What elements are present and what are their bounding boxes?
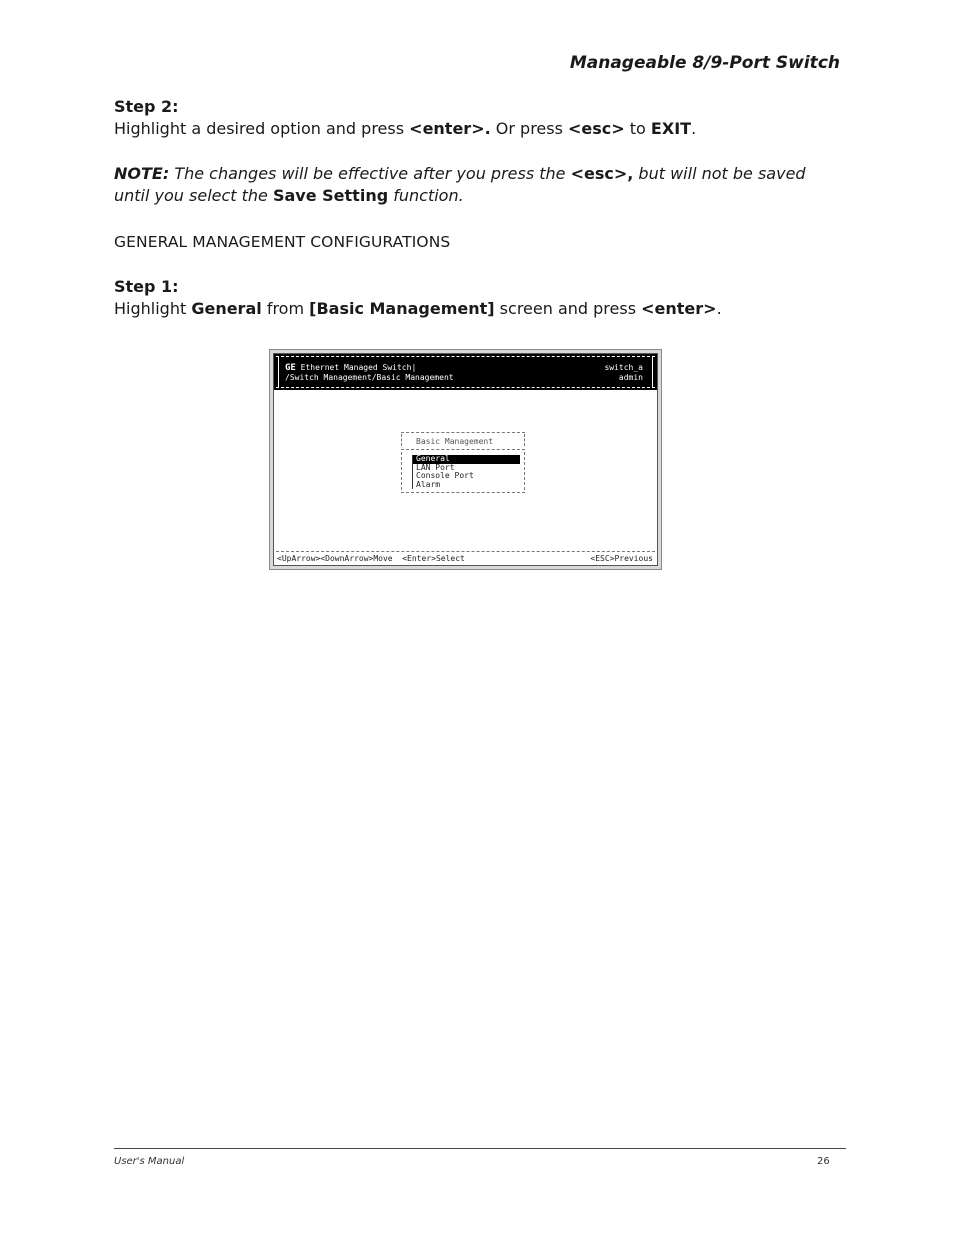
step-1-text-part: Highlight [114, 299, 192, 318]
footer-divider [276, 551, 655, 552]
step-1-text-part: screen and press [494, 299, 642, 318]
menu-item-general[interactable]: General [412, 455, 520, 464]
terminal-footer [274, 551, 657, 565]
section-block [114, 231, 844, 253]
footer-rule [114, 1148, 846, 1149]
basic-management-label: [Basic Management] [309, 299, 495, 318]
header-top-border [276, 356, 655, 357]
note-text-part: but will not be saved until you select the [114, 164, 806, 205]
footer-manual-label: User's Manual [114, 1156, 185, 1167]
terminal-screenshot [269, 349, 662, 570]
terminal-header [274, 354, 657, 390]
note-text-part: The changes will be effective after you press the [169, 164, 571, 183]
menu-border-left [401, 434, 402, 446]
enter-key-label: <enter>. [409, 119, 491, 138]
menu-item-lan-port[interactable]: LAN Port [412, 464, 520, 473]
note-text [114, 163, 844, 207]
key-hints: <UpArrow><DownArrow>Move <Enter>Select [277, 554, 465, 563]
step-2-text-part: . [691, 119, 697, 138]
step-2-heading: Step 2: [114, 97, 179, 116]
terminal-user: admin [618, 373, 643, 382]
terminal-title [285, 363, 416, 373]
step-1-text [114, 298, 844, 320]
menu-border-right [524, 434, 525, 446]
menu-border-right [524, 452, 525, 490]
menu-title-divider [401, 449, 525, 450]
basic-management-menu [401, 430, 525, 492]
menu-item-alarm[interactable]: Alarm [412, 481, 520, 490]
header-left-border [278, 357, 279, 387]
esc-previous-hint: <ESC>Previous [590, 554, 653, 563]
header-right-border [652, 357, 653, 387]
step-2-text-part: Highlight a desired option and press [114, 119, 410, 138]
menu-title: Basic Management [416, 437, 494, 446]
step-1-text-part: . [716, 299, 722, 318]
header-bottom-border [276, 387, 655, 388]
menu-border-top [401, 432, 525, 433]
esc-key-label: <esc> [568, 119, 625, 138]
step-2-text-part: to [624, 119, 651, 138]
menu-item-console-port[interactable]: Console Port [412, 472, 520, 481]
terminal-screen [273, 353, 658, 566]
page-number: 26 [817, 1156, 830, 1167]
menu-items [412, 455, 520, 489]
step-2-text-part: Or press [490, 119, 569, 138]
cursor-icon: | [411, 363, 417, 372]
step-1-block [114, 276, 844, 320]
menu-border-bottom [401, 492, 525, 493]
exit-label: EXIT [650, 119, 692, 138]
general-label: General [191, 299, 262, 318]
note-text-part: function. [388, 186, 464, 205]
step-1-text-part: from [261, 299, 310, 318]
step-1-heading: Step 1: [114, 277, 179, 296]
section-title: GENERAL MANAGEMENT CONFIGURATIONS [114, 233, 451, 251]
step-2-block [114, 96, 844, 140]
save-setting-label: Save Setting [272, 186, 389, 205]
note-block [114, 163, 844, 207]
menu-border-left [401, 452, 402, 490]
terminal-path: /Switch Management/Basic Management [285, 373, 454, 382]
note-label: NOTE: [114, 164, 170, 183]
terminal-hostname: switch_a [604, 363, 643, 372]
step-2-text [114, 118, 844, 140]
terminal-title-text: Ethernet Managed Switch [295, 363, 412, 372]
ge-brand: GE [285, 363, 296, 373]
enter-key-label: <enter> [641, 299, 717, 318]
esc-key-label: <esc>, [570, 164, 634, 183]
page-header-title: Manageable 8/9-Port Switch [569, 53, 840, 73]
